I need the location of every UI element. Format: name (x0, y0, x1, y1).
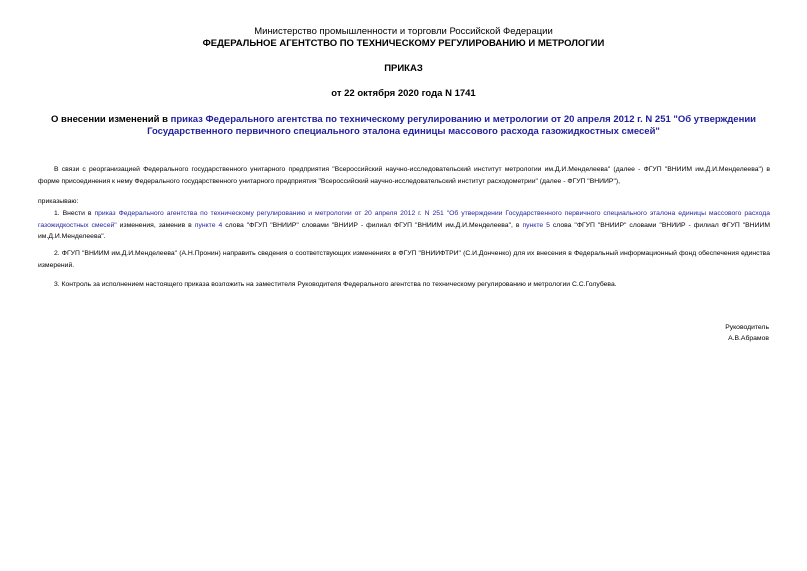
item-1-mid1: изменения, заменив в (116, 221, 195, 229)
doc-title (30, 114, 777, 138)
item-1-lead: 1. Внести в (54, 210, 95, 217)
doc-type: ПРИКАЗ (384, 63, 423, 74)
title-link[interactable]: приказ Федерального агентства по техническому регулированию и метрологии от 20 апреля 2012 г. N 251 "Об утверждении Государственного первичного специального эталона единицы массового расхода газожидкостных смесей" (147, 114, 756, 137)
item-1-mid2: слова "ФГУП "ВНИИР" словами "ВНИИР - филиал ФГУП "ВНИИМ им.Д.И.Менделеева", в (222, 221, 523, 229)
title-prefix: О внесении изменений в (51, 114, 171, 125)
item-2-paragraph: 2. ФГУП "ВНИИМ им.Д.И.Менделеева" (А.Н.Пронин) направить сведения о соответствующих изменениях в ФГУП "ВНИИФТРИ" (С.И.Донченко) для их внесения в Федеральный информационный фонд обеспечения единства измерений. (38, 250, 770, 269)
item-1-point4-link[interactable]: пункте 4 (194, 221, 223, 229)
item-1-paragraph (38, 208, 770, 243)
item-1-tail: слова "ФГУП "ВНИИР" словами "ВНИИР - филиал ФГУП "ВНИИМ им.Д.И.Менделеева". (38, 221, 771, 240)
signature-role: Руководитель (725, 324, 769, 331)
item-1-order-link[interactable]: приказ Федерального агентства по техническому регулированию и метрологии от 20 апреля 2012 г. N 251 "Об утверждении Государственного первичного специального эталона единицы массового расхода газожидкостных смесей" (38, 210, 770, 229)
agency-name: ФЕДЕРАЛЬНОЕ АГЕНТСТВО ПО ТЕХНИЧЕСКОМУ РЕГУЛИРОВАНИЮ И МЕТРОЛОГИИ (202, 38, 605, 49)
item-3-paragraph: 3. Контроль за исполнением настоящего приказа возложить на заместителя Руководителя Федерального агентства по техническому регулированию и метрологии С.С.Голубева. (54, 281, 617, 288)
order-word: приказываю: (38, 198, 79, 205)
item-1-point5-link[interactable]: пункте 5 (522, 221, 550, 229)
doc-date-number: от 22 октября 2020 года N 1741 (331, 88, 476, 99)
ministry-name: Министерство промышленности и торговли Российской Федерации (254, 26, 553, 37)
signature-name: А.В.Абрамов (728, 335, 769, 342)
intro-paragraph: В связи с реорганизацией Федерального государственного унитарного предприятия "Всероссийский научно-исследовательский институт метрологии им.Д.И.Менделеева" (далее - ФГУП "ВНИИМ им.Д.И.Менделеева") в форме присоединения к нему Федерального государственного унитарного предприятия "Всероссийский научно-исследовательский институт расходометрии" (далее - ФГУП "ВНИИР"), (38, 166, 770, 185)
